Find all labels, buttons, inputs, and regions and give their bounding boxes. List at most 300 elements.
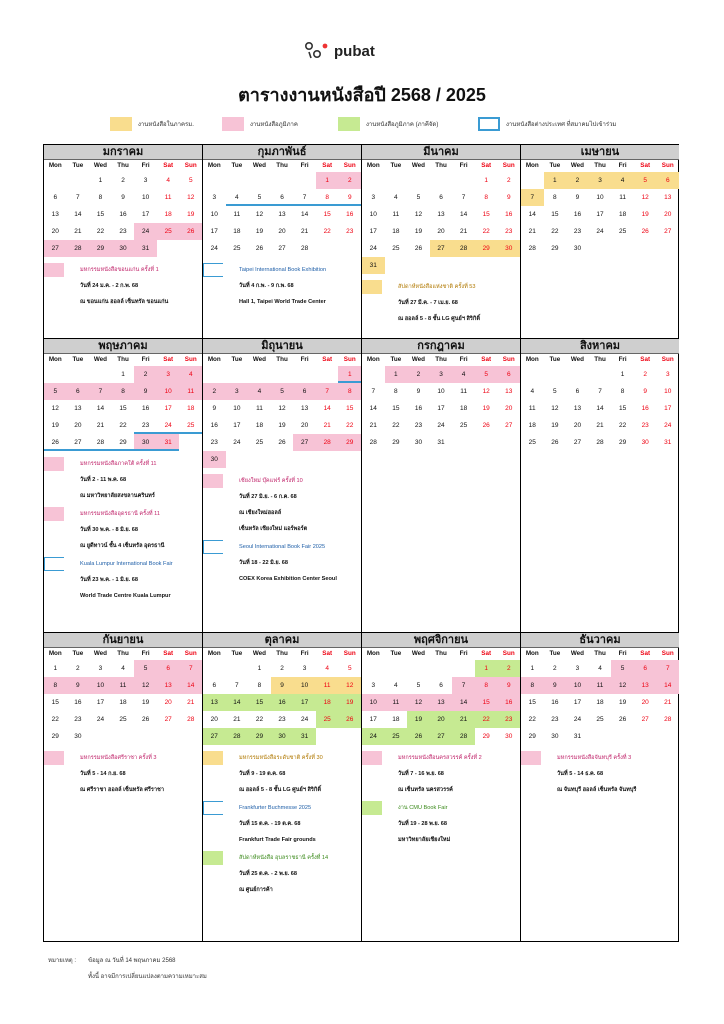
day-header: Fri <box>618 162 627 169</box>
day-cell: 29 <box>482 733 490 740</box>
week-row <box>521 223 679 240</box>
day-cell: 12 <box>641 194 649 201</box>
day-cell: 4 <box>248 383 271 400</box>
day-cell: 9 <box>271 677 294 694</box>
day-cell: 4 <box>166 177 170 184</box>
day-cell: 26 <box>179 223 202 240</box>
day-cell: 14 <box>74 211 82 218</box>
day-cell <box>67 366 90 383</box>
week-row <box>362 400 520 417</box>
day-cell: 1 <box>121 371 125 378</box>
day-cell: 30 <box>505 733 513 740</box>
event-line <box>521 781 679 799</box>
event-text: Taipei International Book Exhibition <box>239 267 327 273</box>
week-row <box>44 434 202 451</box>
day-cell: 14 <box>452 694 475 711</box>
day-cell: 10 <box>293 677 316 694</box>
day-header: Wed <box>93 356 108 363</box>
day-cell: 11 <box>179 383 202 400</box>
day-cell: 16 <box>414 405 423 412</box>
week-row <box>44 711 202 728</box>
day-header: Wed <box>411 650 426 657</box>
day-cell: 9 <box>67 677 90 694</box>
day-cell: 3 <box>665 371 670 378</box>
day-cell: 7 <box>316 383 339 400</box>
day-cell: 10 <box>233 405 241 412</box>
month-2 <box>203 145 361 339</box>
day-cell: 27 <box>293 434 316 451</box>
day-cell: 6 <box>212 682 217 689</box>
day-cell: 23 <box>346 228 354 235</box>
day-cell: 12 <box>51 405 59 412</box>
week-row <box>362 711 520 728</box>
day-cell: 5 <box>44 383 67 400</box>
week-row <box>203 728 361 745</box>
day-header: Sat <box>322 162 333 169</box>
week-row <box>203 711 361 728</box>
month-name: ธันวาคม <box>521 633 679 648</box>
day-cell: 14 <box>528 211 536 218</box>
day-header: Sun <box>502 356 515 363</box>
day-header: Wed <box>93 162 108 169</box>
day-cell: 12 <box>255 211 264 218</box>
day-cell: 29 <box>112 434 135 451</box>
day-cell: 6 <box>439 682 443 689</box>
day-cell: 3 <box>302 665 307 672</box>
day-cell <box>226 172 249 189</box>
event-line <box>203 781 361 799</box>
day-cell: 20 <box>437 228 445 235</box>
day-cell <box>67 172 90 189</box>
day-cell: 15 <box>392 405 400 412</box>
day-cell <box>385 257 408 274</box>
day-cell: 23 <box>134 417 157 434</box>
day-cell: 15 <box>346 405 354 412</box>
day-cell: 6 <box>271 189 294 206</box>
day-header: Mon <box>366 650 380 657</box>
event-swatch <box>203 540 223 554</box>
day-cell: 16 <box>497 694 520 711</box>
day-cell: 26 <box>255 245 264 252</box>
legend-swatch <box>338 117 360 131</box>
day-cell: 19 <box>141 699 150 706</box>
day-cell: 29 <box>392 439 400 446</box>
day-cell: 5 <box>347 665 352 672</box>
day-cell: 13 <box>74 405 82 412</box>
day-cell: 23 <box>497 711 520 728</box>
day-header: Mon <box>366 356 380 363</box>
day-cell: 22 <box>51 716 59 723</box>
day-cell <box>248 451 271 468</box>
day-cell: 17 <box>293 694 316 711</box>
day-cell: 13 <box>664 194 672 201</box>
day-header-row <box>203 354 361 366</box>
week-row <box>203 417 361 434</box>
day-cell: 7 <box>521 189 544 206</box>
event-text: Frankfurt Trade Fair grounds <box>239 837 316 843</box>
month-6 <box>203 339 361 633</box>
day-cell <box>544 366 567 383</box>
day-cell: 22 <box>528 716 536 723</box>
day-cell: 4 <box>325 665 329 672</box>
day-cell: 15 <box>119 405 127 412</box>
week-row <box>203 694 361 711</box>
day-cell: 15 <box>528 699 536 706</box>
event-swatch <box>44 557 64 571</box>
day-cell: 15 <box>96 211 105 218</box>
day-cell: 31 <box>293 728 316 745</box>
note-label: หมายเหตุ : <box>48 958 77 964</box>
day-cell <box>271 366 294 383</box>
event-swatch <box>44 507 64 521</box>
day-cell: 14 <box>323 405 331 412</box>
week-row <box>362 728 520 745</box>
month-name: กุมภาพันธ์ <box>203 145 361 160</box>
week-row <box>362 434 520 451</box>
day-cell: 1 <box>530 665 535 672</box>
day-cell: 3 <box>371 194 376 201</box>
day-cell: 3 <box>212 194 217 201</box>
day-cell: 13 <box>51 211 59 218</box>
day-header-row <box>44 354 202 366</box>
day-cell: 24 <box>233 439 241 446</box>
day-cell: 4 <box>452 366 475 383</box>
week-row <box>44 660 202 677</box>
day-cell: 17 <box>664 405 672 412</box>
day-cell: 30 <box>551 733 559 740</box>
day-cell: 25 <box>528 439 536 446</box>
day-cell: 15 <box>475 694 498 711</box>
day-cell: 6 <box>439 194 443 201</box>
day-cell: 31 <box>573 733 582 740</box>
day-cell: 11 <box>460 388 467 395</box>
day-cell: 4 <box>394 682 398 689</box>
day-cell <box>566 366 589 383</box>
day-header-row <box>203 648 361 660</box>
day-cell: 24 <box>134 223 157 240</box>
day-cell: 27 <box>641 716 649 723</box>
week-row <box>362 240 520 257</box>
day-cell: 2 <box>280 665 284 672</box>
day-header: Tue <box>549 356 561 363</box>
day-cell: 29 <box>475 240 498 257</box>
event-text: วันที่ 23 พ.ค. - 1 มิ.ย. 68 <box>80 577 139 583</box>
event-text: ณ เชียงใหม่ฮอลล์ <box>239 510 282 516</box>
week-row <box>362 383 520 400</box>
day-cell: 9 <box>416 388 421 395</box>
day-cell: 22 <box>255 716 264 723</box>
event-text: มหกรรมหนังสือภาคใต้ ครั้งที่ 11 <box>80 461 157 467</box>
day-header-row <box>521 160 679 172</box>
day-cell: 8 <box>620 388 625 395</box>
day-cell: 6 <box>575 388 580 395</box>
week-row <box>203 206 361 223</box>
day-cell: 17 <box>369 716 377 723</box>
event-text: มหกรรมหนังสือจันทบุรี ครั้งที่ 3 <box>557 755 632 761</box>
legend-swatch <box>110 117 132 131</box>
day-header: Tue <box>231 162 243 169</box>
day-cell: 29 <box>551 245 559 252</box>
day-header: Fri <box>300 356 309 363</box>
event-text: มหกรรมหนังสือระดับชาติ ครั้งที่ 30 <box>239 755 323 761</box>
week-row <box>203 189 361 206</box>
day-cell <box>452 257 475 274</box>
day-header: Thu <box>594 356 606 363</box>
day-cell: 19 <box>407 711 430 728</box>
day-cell: 31 <box>134 240 157 257</box>
day-cell <box>452 660 475 677</box>
day-cell: 29 <box>528 733 536 740</box>
day-cell: 5 <box>416 682 421 689</box>
day-cell: 24 <box>437 422 445 429</box>
legend-label: งานหนังสือในภาครม. <box>138 122 194 128</box>
day-cell <box>226 660 249 677</box>
day-cell: 27 <box>430 240 453 257</box>
day-header: Wed <box>411 162 426 169</box>
legend-label: งานหนังสือต่างประเทศ ที่สมาคมไปเข้าร่วม <box>506 122 617 128</box>
day-cell: 14 <box>369 405 377 412</box>
pubat-logo-icon <box>304 40 330 62</box>
day-cell: 30 <box>112 240 135 257</box>
day-header-row <box>44 160 202 172</box>
day-header: Sat <box>322 356 333 363</box>
day-cell <box>521 172 544 189</box>
week-row <box>44 400 202 417</box>
day-cell: 24 <box>573 716 582 723</box>
month-3 <box>362 145 520 339</box>
day-cell: 4 <box>611 172 634 189</box>
event-text: วันที่ 4 ก.พ. - 9 ก.พ. 68 <box>239 283 294 289</box>
day-cell: 28 <box>664 716 672 723</box>
event-text: วันที่ 18 - 22 มิ.ย. 68 <box>239 560 289 566</box>
day-cell: 16 <box>74 699 82 706</box>
event-text: COEX Korea Exhibition Center Seoul <box>239 576 337 582</box>
day-header: Tue <box>231 650 243 657</box>
day-cell <box>362 660 385 677</box>
day-cell: 11 <box>164 194 172 201</box>
day-cell: 20 <box>278 228 286 235</box>
month-5 <box>44 339 202 633</box>
day-header: Mon <box>207 162 221 169</box>
day-cell <box>338 240 361 257</box>
event-line <box>44 293 202 311</box>
day-cell <box>157 728 180 745</box>
day-cell: 17 <box>164 405 172 412</box>
day-cell: 27 <box>278 245 286 252</box>
day-cell: 19 <box>187 211 195 218</box>
event-text: มหกรรมหนังสือขอนแก่น ครั้งที่ 1 <box>80 267 159 273</box>
day-cell: 11 <box>528 405 536 412</box>
page-title: ตารางงานหนังสือปี 2568 / 2025 <box>238 85 486 105</box>
day-cell <box>521 366 544 383</box>
day-cell <box>112 728 135 745</box>
day-cell <box>316 366 339 383</box>
day-cell: 13 <box>505 388 513 395</box>
day-cell: 10 <box>210 211 218 218</box>
day-cell: 17 <box>141 211 150 218</box>
legend-swatch <box>478 117 500 131</box>
day-cell: 10 <box>596 194 604 201</box>
event-text: Seoul International Book Fair 2025 <box>239 544 326 550</box>
day-cell: 3 <box>143 177 148 184</box>
day-cell: 5 <box>188 177 193 184</box>
day-cell: 15 <box>618 405 627 412</box>
day-cell: 28 <box>596 439 604 446</box>
day-cell <box>316 728 339 745</box>
day-cell <box>634 240 657 257</box>
day-cell <box>316 240 339 257</box>
day-header: Mon <box>48 356 62 363</box>
day-header: Thu <box>435 650 447 657</box>
day-cell <box>452 434 475 451</box>
event-text: ณ จันทบุรี ฮอลล์ เซ็นทรัล จันทบุรี <box>557 787 637 793</box>
day-cell: 27 <box>430 728 453 745</box>
event-text: วันที่ 27 มี.ค. - 7 เม.ย. 68 <box>398 300 458 306</box>
day-cell: 23 <box>573 228 582 235</box>
month-4 <box>521 145 679 339</box>
day-header: Fri <box>141 162 150 169</box>
day-header: Sun <box>343 356 356 363</box>
week-row <box>203 223 361 240</box>
day-cell: 29 <box>618 439 627 446</box>
day-cell <box>656 728 679 745</box>
week-row <box>362 223 520 240</box>
day-cell: 1 <box>316 172 339 189</box>
day-cell: 6 <box>293 383 316 400</box>
day-cell: 27 <box>505 422 513 429</box>
week-row <box>203 383 361 400</box>
day-cell: 11 <box>256 405 263 412</box>
day-cell: 20 <box>74 422 82 429</box>
day-cell: 28 <box>452 728 475 745</box>
day-cell <box>293 451 316 468</box>
day-header: Tue <box>390 356 402 363</box>
day-cell: 13 <box>430 694 453 711</box>
day-cell <box>385 172 408 189</box>
day-cell: 16 <box>573 211 582 218</box>
day-cell: 27 <box>203 728 226 745</box>
day-cell <box>179 434 202 451</box>
day-cell: 15 <box>551 211 559 218</box>
note-line: ข้อมูล ณ วันที่ 14 พฤษภาคม 2568 <box>88 958 176 964</box>
day-cell: 4 <box>598 665 602 672</box>
day-cell: 15 <box>51 699 59 706</box>
day-header: Sat <box>640 650 651 657</box>
day-header: Thu <box>117 162 129 169</box>
day-cell <box>226 366 249 383</box>
month-name: พฤศจิกายน <box>362 633 520 648</box>
week-row <box>362 677 520 694</box>
day-cell: 25 <box>392 245 400 252</box>
day-header: Sat <box>481 162 492 169</box>
day-header: Sat <box>322 650 333 657</box>
day-header: Sat <box>481 356 492 363</box>
legend <box>110 116 650 132</box>
day-cell: 31 <box>362 257 385 274</box>
day-cell: 9 <box>575 194 580 201</box>
day-cell: 6 <box>157 660 180 677</box>
legend-item <box>222 116 298 132</box>
day-cell: 21 <box>74 228 82 235</box>
day-cell: 6 <box>497 366 520 383</box>
day-cell: 27 <box>573 439 582 446</box>
day-cell: 13 <box>573 405 582 412</box>
day-cell: 19 <box>414 228 423 235</box>
month-name: มิถุนายน <box>203 339 361 354</box>
day-header: Tue <box>390 162 402 169</box>
day-header: Sat <box>163 162 174 169</box>
day-cell: 12 <box>611 677 634 694</box>
day-cell: 22 <box>392 422 400 429</box>
day-cell: 13 <box>203 694 226 711</box>
day-cell: 5 <box>416 194 421 201</box>
day-cell <box>44 172 67 189</box>
day-header: Thu <box>117 650 129 657</box>
week-row <box>521 417 679 434</box>
day-cell: 19 <box>482 405 490 412</box>
day-cell: 7 <box>235 682 239 689</box>
day-cell <box>385 660 408 677</box>
day-header-row <box>362 648 520 660</box>
day-cell: 23 <box>551 716 559 723</box>
day-cell: 6 <box>53 194 58 201</box>
day-cell: 8 <box>521 677 544 694</box>
day-header-row <box>521 354 679 366</box>
day-cell: 16 <box>641 405 649 412</box>
brand-name: pubat <box>334 42 375 60</box>
event-swatch <box>203 851 223 865</box>
month-name: มกราคม <box>44 145 202 160</box>
day-header: Fri <box>459 356 468 363</box>
day-cell: 2 <box>497 660 520 677</box>
week-row <box>521 206 679 223</box>
day-cell: 3 <box>575 665 580 672</box>
week-row <box>521 694 679 711</box>
day-cell: 28 <box>67 240 90 257</box>
week-row <box>44 223 202 240</box>
day-cell: 12 <box>407 694 430 711</box>
day-header: Sun <box>184 162 197 169</box>
week-row <box>44 366 202 383</box>
day-cell: 28 <box>316 434 339 451</box>
day-cell: 30 <box>414 439 423 446</box>
day-header: Mon <box>48 162 62 169</box>
day-cell: 2 <box>134 366 157 383</box>
day-cell: 16 <box>346 211 354 218</box>
week-row <box>44 677 202 694</box>
event-text: วันที่ 30 พ.ค. - 8 มิ.ย. 68 <box>80 527 139 533</box>
event-line <box>362 310 520 328</box>
day-cell: 8 <box>44 677 67 694</box>
day-header: Mon <box>366 162 380 169</box>
day-cell: 9 <box>121 194 125 201</box>
day-cell: 16 <box>119 211 127 218</box>
event-text: ณ มหาวิทยาลัยสงขลานครินทร์ <box>80 493 155 499</box>
day-cell: 20 <box>164 699 172 706</box>
day-header: Wed <box>252 162 267 169</box>
legend-label: งานหนังสือภูมิภาค <box>250 122 298 128</box>
event-text: มหกรรมหนังสือศรีราชา ครั้งที่ 3 <box>80 755 157 761</box>
day-cell <box>293 366 316 383</box>
day-cell: 8 <box>316 189 339 206</box>
event-text: Frankfurter Buchmesse 2025 <box>239 805 312 811</box>
day-cell: 2 <box>338 172 361 189</box>
day-cell <box>497 434 520 451</box>
month-11 <box>362 633 520 943</box>
event-swatch <box>44 457 64 471</box>
day-cell <box>338 451 361 468</box>
month-1 <box>44 145 202 339</box>
